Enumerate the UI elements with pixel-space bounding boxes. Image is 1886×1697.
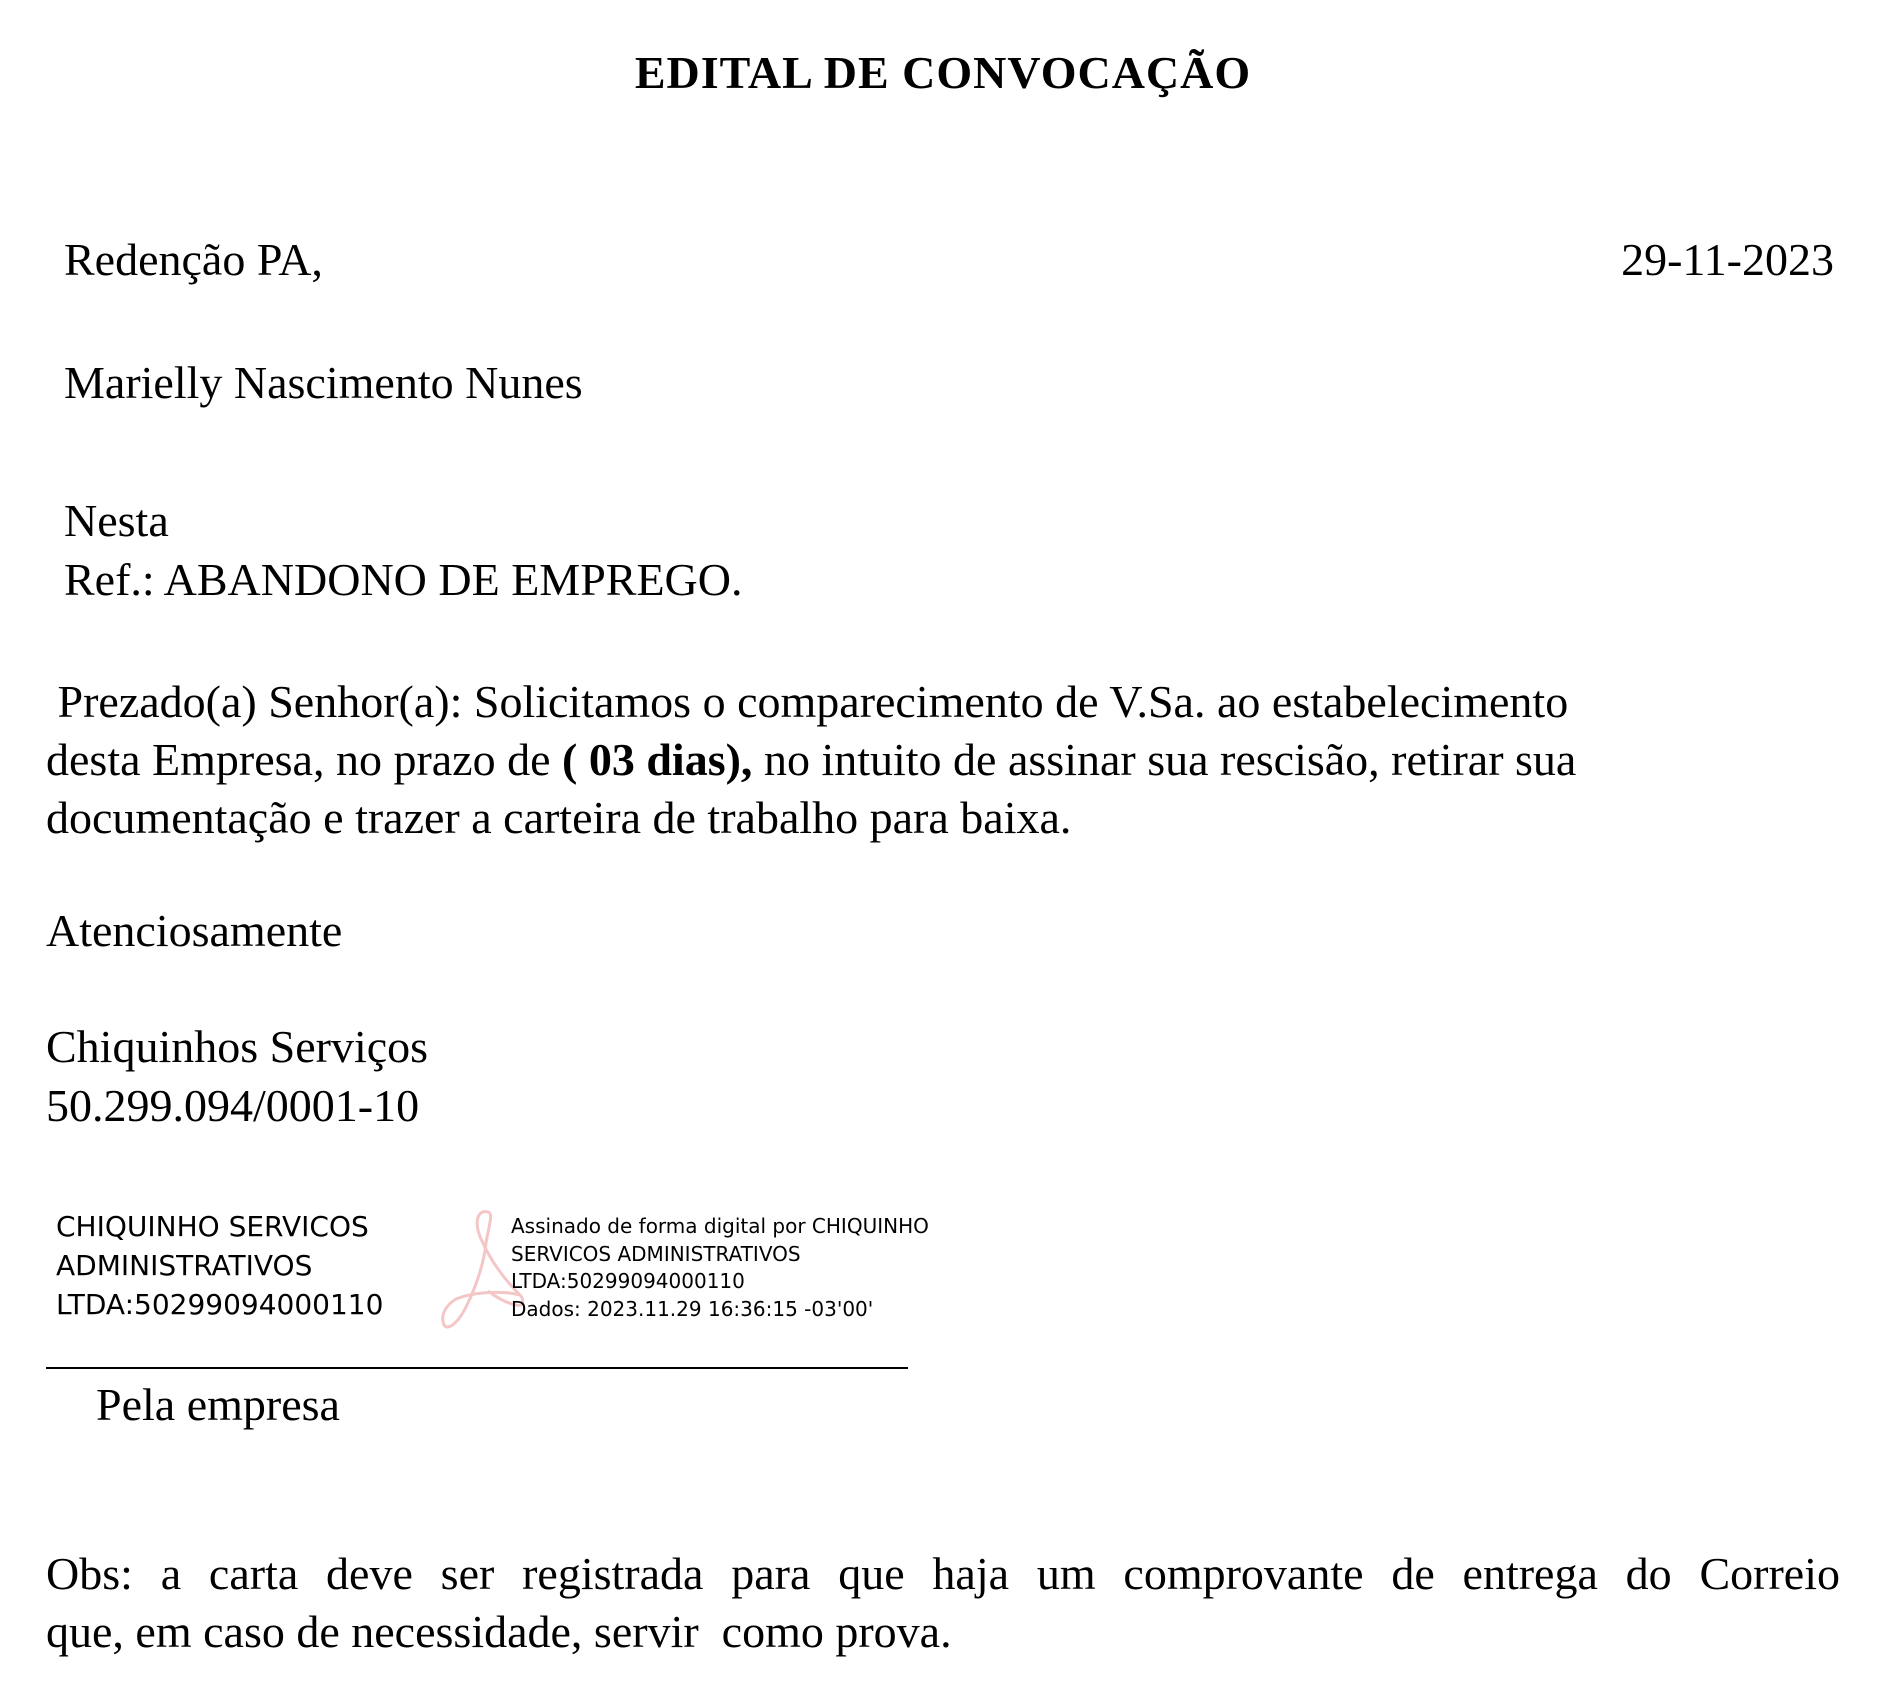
deadline-emphasis: ( 03 dias), — [562, 734, 753, 785]
signer-line-1: CHIQUINHO SERVICOS — [56, 1210, 369, 1243]
company-name: Chiquinhos Serviços — [46, 1021, 429, 1072]
signature-signer — [56, 1207, 383, 1324]
city-line: Redenção PA, — [64, 234, 323, 285]
recipient-name: Marielly Nascimento Nunes — [64, 357, 583, 408]
body-line-3: documentação e trazer a carteira de trabalho para baixa. — [46, 792, 1072, 843]
signature-details — [511, 1213, 929, 1323]
signature-caption: Pela empresa — [96, 1379, 340, 1430]
signature-detail-line-2: SERVICOS ADMINISTRATIVOS — [511, 1241, 801, 1266]
observation-line-1: Obs: a carta deve ser registrada para que haja um comprovante de entrega do Correio — [46, 1548, 1840, 1599]
document-title: EDITAL DE CONVOCAÇÃO — [634, 47, 1252, 98]
reference-line: Ref.: ABANDONO DE EMPREGO. — [64, 554, 743, 605]
observation-note — [46, 1545, 1840, 1661]
body-line-1: Prezado(a) Senhor(a): Solicitamos o comparecimento de V.Sa. ao estabelecimento — [46, 676, 1569, 727]
body-paragraph — [46, 673, 1846, 847]
signature-detail-line-3: LTDA:50299094000110 — [511, 1269, 745, 1293]
body-line-2-text: desta Empresa, no prazo de — [46, 734, 563, 785]
body-line-2 — [46, 731, 1846, 789]
recipient-location: Nesta — [64, 495, 169, 546]
date-line: 29-11-2023 — [1621, 234, 1834, 285]
signature-line — [46, 1367, 908, 1369]
signer-line-3: LTDA:50299094000110 — [56, 1288, 384, 1321]
signer-line-2: ADMINISTRATIVOS — [56, 1249, 313, 1282]
company-cnpj: 50.299.094/0001-10 — [46, 1080, 420, 1131]
body-line-2-rest: no intuito de assinar sua rescisão, retirar sua — [752, 734, 1577, 785]
observation-line-2: que, em caso de necessidade, servir como prova. — [46, 1606, 952, 1657]
signature-detail-line-4: Dados: 2023.11.29 16:36:15 -03'00' — [511, 1296, 874, 1321]
digital-signature — [56, 1207, 929, 1337]
signature-detail-line-1: Assinado de forma digital por CHIQUINHO — [511, 1214, 929, 1238]
closing-salutation: Atenciosamente — [46, 905, 343, 956]
